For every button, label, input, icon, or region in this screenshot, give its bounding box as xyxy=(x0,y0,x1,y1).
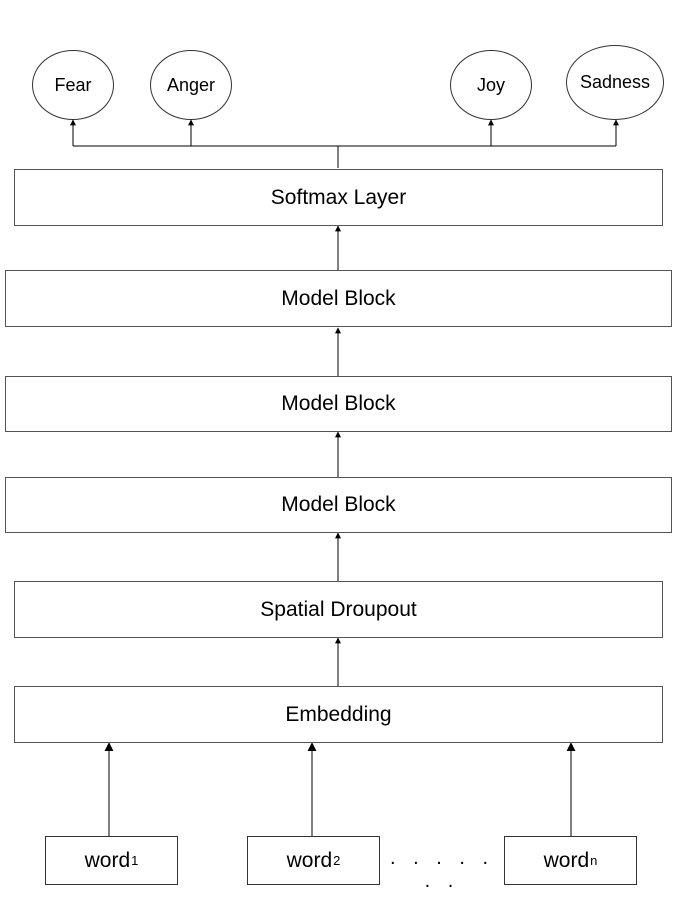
ellipsis-dots: . . . . . . . xyxy=(389,847,494,892)
output-sadness-node: Sadness xyxy=(566,45,664,120)
input-word-2-box xyxy=(247,836,380,885)
input-word-1-label: word xyxy=(84,848,131,872)
spatial-dropout-box: Spatial Droupout xyxy=(14,581,663,638)
model-block-1-box: Model Block xyxy=(5,270,672,327)
model-block-2-box: Model Block xyxy=(5,376,672,432)
model-block-3-box: Model Block xyxy=(5,477,672,533)
input-word-n-subscript: n xyxy=(590,853,598,868)
input-word-1-subscript: 1 xyxy=(131,853,139,868)
input-word-2-subscript: 2 xyxy=(333,853,341,868)
input-word-1-box xyxy=(45,836,178,885)
input-word-n-box xyxy=(504,836,637,885)
output-joy-node: Joy xyxy=(450,50,532,120)
output-fear-node: Fear xyxy=(32,50,114,120)
input-word-n-label: word xyxy=(543,848,590,872)
input-word-2-label: word xyxy=(286,848,333,872)
softmax-layer-box: Softmax Layer xyxy=(14,169,663,226)
output-anger-node: Anger xyxy=(150,50,232,120)
embedding-box: Embedding xyxy=(14,686,663,743)
